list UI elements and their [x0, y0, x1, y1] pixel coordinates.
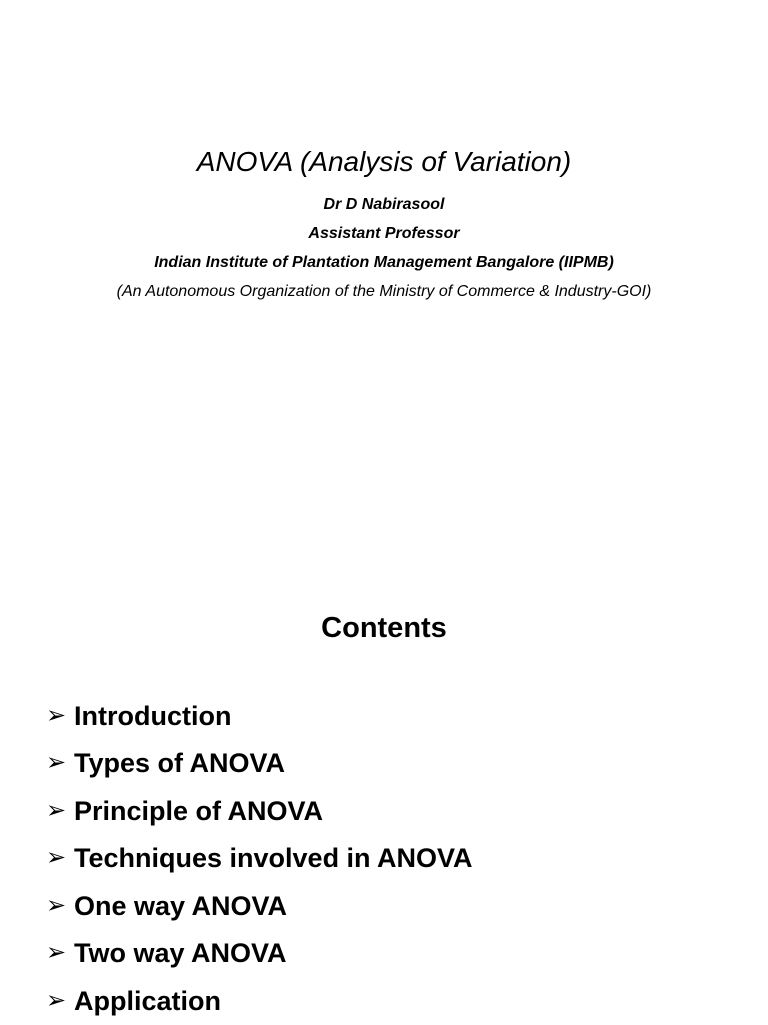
- arrowhead-bullet-icon: ➢: [46, 939, 67, 967]
- arrowhead-bullet-icon: ➢: [46, 891, 67, 919]
- list-item-label: Techniques involved in ANOVA: [74, 843, 473, 874]
- contents-list: [46, 692, 473, 1025]
- list-item: [46, 787, 473, 835]
- list-item: [46, 692, 473, 740]
- contents-heading: Contents: [321, 612, 447, 644]
- list-item: [46, 930, 473, 978]
- arrowhead-bullet-icon: ➢: [46, 749, 67, 777]
- list-item-label: Principle of ANOVA: [74, 795, 324, 826]
- arrowhead-bullet-icon: ➢: [46, 844, 67, 872]
- contents-slide: [0, 576, 768, 1024]
- list-item: [46, 882, 473, 930]
- arrowhead-bullet-icon: ➢: [46, 986, 67, 1014]
- list-item-label: Introduction: [74, 700, 232, 731]
- arrowhead-bullet-icon: ➢: [46, 701, 67, 729]
- list-item: [46, 740, 473, 788]
- title-block: [0, 144, 768, 306]
- institute-name: Indian Institute of Plantation Management Bangalore (IIPMB): [154, 254, 614, 271]
- list-item: [46, 977, 473, 1025]
- presentation-title: ANOVA (Analysis of Variation): [196, 146, 572, 177]
- list-item-label: Two way ANOVA: [74, 938, 287, 969]
- list-item-label: Types of ANOVA: [74, 748, 286, 779]
- list-item-label: One way ANOVA: [74, 890, 288, 921]
- arrowhead-bullet-icon: ➢: [46, 796, 67, 824]
- list-item-label: Application: [74, 985, 221, 1016]
- institute-note: (An Autonomous Organization of the Ministry of Commerce & Industry-GOI): [116, 283, 652, 300]
- author-position: Assistant Professor: [308, 225, 460, 242]
- list-item: [46, 835, 473, 883]
- author-name: Dr D Nabirasool: [323, 196, 445, 213]
